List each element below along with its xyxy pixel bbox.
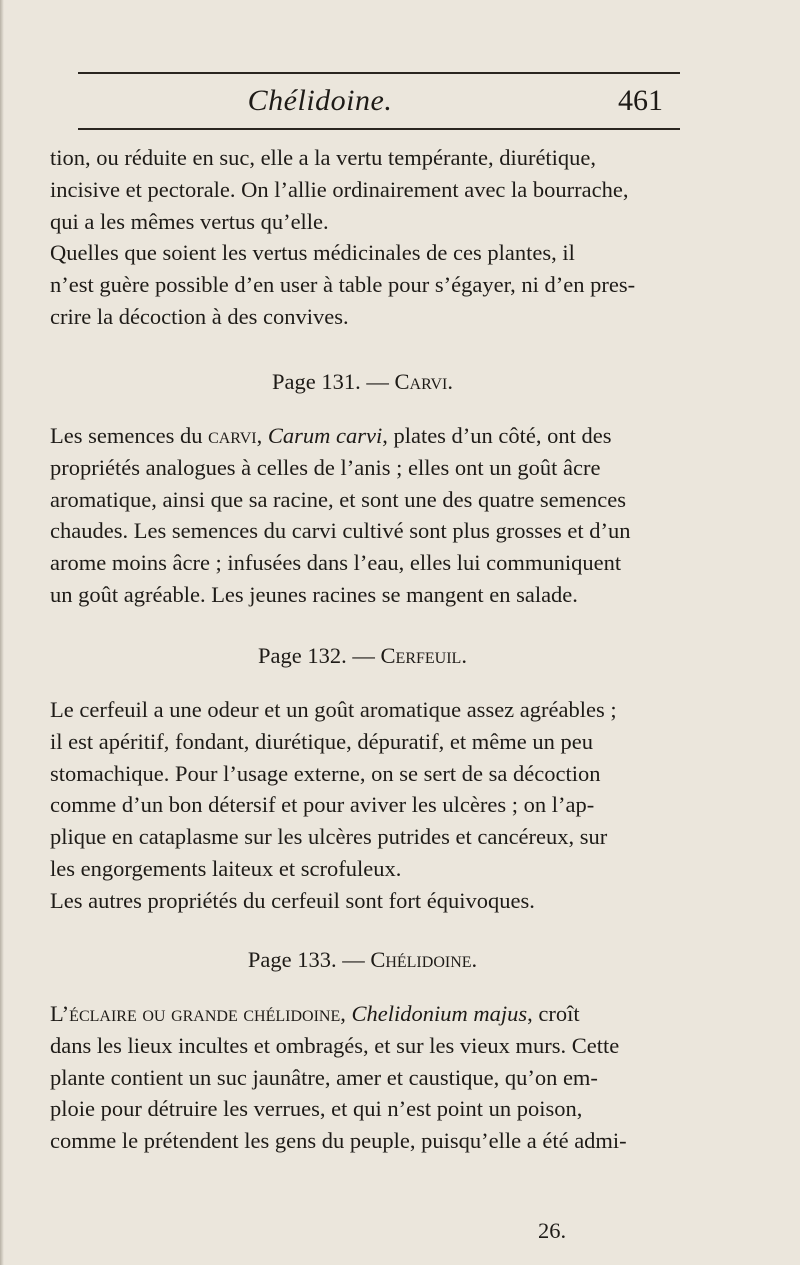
- section-text-cerfeuil: [50, 694, 675, 917]
- small-caps-run: L’éclaire ou grande chélidoine: [50, 1001, 341, 1026]
- section-heading-chelidoine: [50, 944, 675, 976]
- section-heading-cerfeuil: [50, 640, 675, 672]
- text-line: arome moins âcre ; infusées dans l’eau, elles lui communiquent: [50, 550, 622, 576]
- text-line: incisive et pectorale. On l’allie ordinairement avec la bourrache,: [50, 176, 629, 202]
- text-line: crire la décoction à des convives.: [50, 303, 349, 329]
- section-text-chelidoine: [50, 998, 675, 1157]
- text-line: il est apéritif, fondant, diurétique, dépuratif, et même un peu: [50, 728, 593, 754]
- text-line: qui a les mêmes vertus qu’elle.: [50, 208, 329, 234]
- opening-text: [50, 142, 675, 333]
- small-caps-run: carvi: [208, 423, 257, 448]
- italic-run: Carum carvi: [267, 423, 383, 448]
- running-title: Chélidoine.: [247, 84, 393, 117]
- text-line: tion, ou réduite en suc, elle a la vertu tempérante, diurétique,: [50, 145, 597, 170]
- text-line: n’est guère possible d’en user à table pour s’égayer, ni d’en pres-: [50, 272, 636, 298]
- text-line: Quelles que soient les vertus médicinales de ces plantes, il: [50, 240, 575, 266]
- text-line: un goût agréable. Les jeunes racines se mangent en salade.: [50, 581, 578, 607]
- text-line: propriétés analogues à celles de l’anis ; elles ont un goût âcre: [50, 454, 601, 480]
- text-line: [50, 998, 675, 1030]
- page-gutter-shadow: [0, 0, 4, 1265]
- header-rule-bottom: [78, 128, 680, 130]
- text-run: , croît: [527, 1001, 580, 1026]
- text-line: chaudes. Les semences du carvi cultivé sont plus grosses et d’un: [50, 518, 631, 544]
- text-line: Le cerfeuil a une odeur et un goût aromatique assez agréables ;: [50, 697, 617, 722]
- text-line: plique en cataplasme sur les ulcères putrides et cancéreux, sur: [50, 824, 608, 850]
- text-run: , plates d’un côté, ont des: [382, 423, 612, 448]
- text-run: Les semences du: [50, 423, 209, 448]
- text-line: ploie pour détruire les verrues, et qui n’est point un poison,: [50, 1096, 583, 1122]
- heading-prefix: Page 133. —: [247, 947, 371, 972]
- text-line: Les autres propriétés du cerfeuil sont fort équivoques.: [50, 887, 535, 913]
- page-number: 461: [618, 84, 663, 117]
- text-run: ,: [256, 423, 268, 448]
- section-heading-carvi: [50, 366, 675, 398]
- heading-name: Chélidoine.: [370, 947, 478, 972]
- heading-prefix: Page 132. —: [258, 643, 381, 668]
- text-line: dans les lieux incultes et ombragés, et sur les vieux murs. Cette: [50, 1032, 620, 1058]
- text-line: stomachique. Pour l’usage externe, on se sert de sa décoction: [50, 760, 601, 786]
- text-line: [50, 420, 675, 452]
- text-line: plante contient un suc jaunâtre, amer et caustique, qu’on em-: [50, 1064, 598, 1090]
- text-line: aromatique, ainsi que sa racine, et sont une des quatre semences: [50, 486, 627, 512]
- text-run: ,: [340, 1001, 352, 1026]
- heading-name: Carvi.: [394, 369, 453, 394]
- italic-run: Chelidonium majus: [351, 1001, 528, 1026]
- heading-prefix: Page 131. —: [272, 369, 395, 394]
- text-line: comme le prétendent les gens du peuple, puisqu’elle a été admi-: [50, 1128, 627, 1154]
- text-line: comme d’un bon détersif et pour aviver les ulcères ; on l’ap-: [50, 792, 595, 818]
- heading-name: Cerfeuil.: [380, 643, 467, 668]
- signature-mark: 26.: [538, 1218, 567, 1243]
- section-text-carvi: [50, 420, 675, 611]
- text-line: les engorgements laiteux et scrofuleux.: [50, 855, 402, 881]
- header-rule-top: [78, 72, 680, 74]
